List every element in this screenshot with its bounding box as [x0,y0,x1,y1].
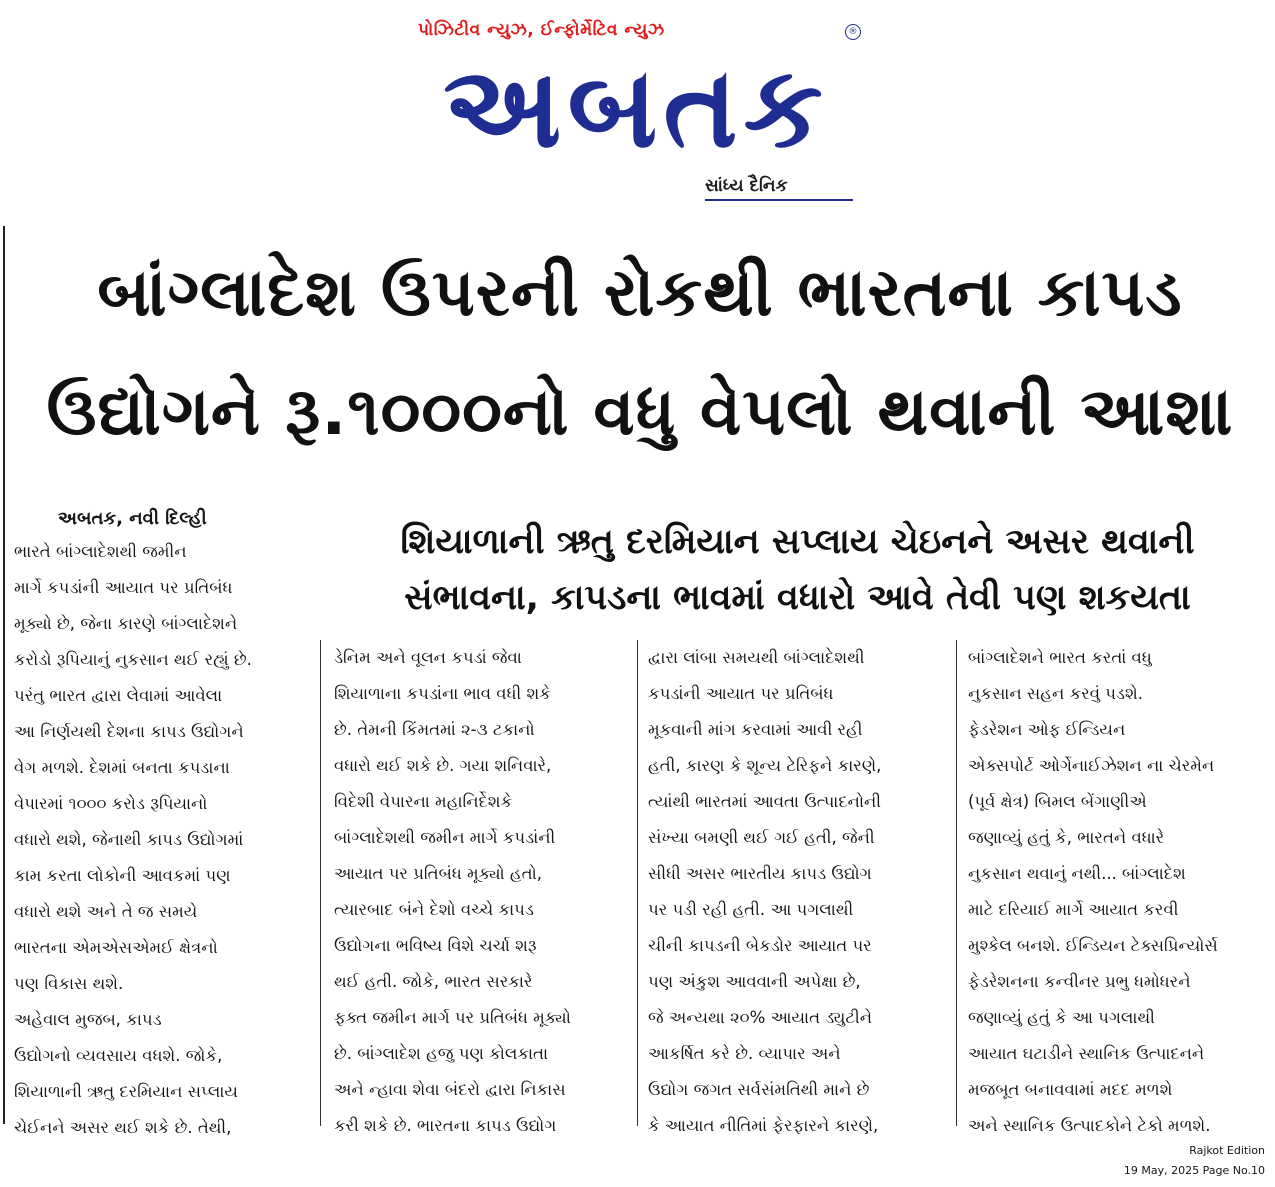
article-column-4 [968,640,1262,1144]
article-line: માટે દરિયાઈ માર્ગે આયાત કરવી [968,900,1179,919]
article-line: મુશ્કેલ બનશે. ઈન્ડિયન ટેક્સપ્રિન્યોર્સ [968,936,1218,955]
article-line: થઈ હતી. જોકે, ભારત સરકારે [334,972,533,991]
article-line: ડેનિમ અને વૂલન કપડાં જેવા [334,648,522,667]
article-line: વધારો થશે, જેનાથી કાપડ ઉદ્યોગમાં [14,830,244,849]
article-line: ઉદ્યોગ જગત સર્વસંમતિથી માને છે [648,1080,870,1099]
article-line: સંખ્યા બમણી થઈ ગઈ હતી, જેની [648,828,875,847]
masthead [0,0,1275,205]
article-line: જણાવ્યું હતું કે આ પગલાથી [968,1008,1155,1027]
article-line: ચીની કાપડની બેકડોર આયાત પર [648,936,872,955]
article-line: ઉદ્યોગનો વ્યવસાય વધશે. જોકે, [14,1046,223,1065]
article-line: વિદેશી વેપારના મહાનિર્દેશકે [334,792,513,811]
article-line: કરી શકે છે. ભારતના કાપડ ઉદ્યોગ [334,1116,557,1135]
dateline: અબતક, નવી દિલ્હી [58,508,207,529]
article-line: પર પડી રહી હતી. આ પગલાથી [648,900,854,919]
article-line: ભારતના એમએસએમઈ ક્ષેત્રનો [14,938,218,957]
article-line: વેપારમાં ૧૦૦૦ કરોડ રૂપિયાનો [14,794,208,813]
article-line: નુકસાન થવાનું નથી... બાંગ્લાદેશ [968,864,1186,883]
masthead-tagline: પોઝિટીવ ન્યુઝ, ઈન્ફોર્મેટિવ ન્યુઝ [418,20,665,40]
subheadline-line-1: શિયાળાની ઋતુ દરમિયાન સપ્લાય ચેઇનને અસર થવાની [400,522,1195,562]
date-page-label: 19 May, 2025 Page No.10 [1123,1164,1265,1177]
article-line: ફેડરેશન ઓફ ઈન્ડિયન [968,720,1126,739]
masthead-subtitle: સાંધ્ય દૈનિક [705,176,788,196]
article-line: નુકસાન સહન કરવું પડશે. [968,684,1143,703]
article-line: આકર્ષિત કરે છે. વ્યાપાર અને [648,1044,841,1063]
headline-line-2: ઉદ્યોગને રૂ.૧૦૦૦નો વધુ વેપલો થવાની આશા [46,373,1234,450]
article-line: અને ન્હાવા શેવા બંદરો દ્વારા નિકાસ [334,1080,566,1099]
article-column-2 [334,640,630,1144]
article-line: ઉદ્યોગના ભવિષ્ય વિશે ચર્ચા શરૂ [334,936,537,955]
headline-line-1: બાંગ્લાદેશ ઉપરની રોકથી ભારતના કાપડ [97,254,1183,331]
article-line: ત્યારબાદ બંને દેશો વચ્ચે કાપડ [334,900,534,919]
registered-mark-icon: ® [845,24,861,40]
subheadline-line-2: સંભાવના, કાપડના ભાવમાં વધારો આવે તેવી પણ શકયતા [404,578,1191,618]
article-line: માર્ગે કપડાંની આયાત પર પ્રતિબંધ [14,578,233,597]
article-line: દ્વારા લાંબા સમયથી બાંગ્લાદેશથી [648,648,865,667]
article-line: ચેઈનને અસર થઈ શકે છે. તેથી, [14,1118,232,1137]
article-line: જે અન્યથા ૨૦% આયાત ડ્યુટીને [648,1008,872,1027]
article-line: છે. બાંગ્લાદેશ હજુ પણ કોલકાતા [334,1044,548,1063]
article-line: શિયાળાની ઋતુ દરમિયાન સપ્લાય [14,1082,238,1101]
article-column-1 [14,534,308,1146]
article-line: ફક્ત જમીન માર્ગ પર પ્રતિબંધ મૂક્યો [334,1008,571,1027]
article-line: પરંતુ ભારત દ્વારા લેવામાં આવેલા [14,686,223,705]
article-line: આયાત પર પ્રતિબંધ મૂક્યો હતો, [334,864,542,883]
article-line: ફેડરેશનના કન્વીનર પ્રભુ ધમોધરને [968,972,1191,991]
article-line: વધારો થઈ શકે છે. ગયા શનિવારે, [334,756,552,775]
article-column-3 [648,640,944,1144]
article-line: મજબૂત બનાવવામાં મદદ મળશે [968,1080,1173,1099]
article-line: અહેવાલ મુજબ, કાપડ [14,1010,162,1029]
article-line: વધારો થશે અને તે જ સમયે [14,902,198,921]
article-line: કરોડો રૂપિયાનું નુકસાન થઈ રહ્યું છે. [14,650,252,669]
article-line: બાંગ્લાદેશને ભારત કરતાં વધુ [968,648,1152,667]
article-line: જણાવ્યું હતું કે, ભારતને વધારે [968,828,1165,847]
edition-label: Rajkot Edition [1189,1144,1265,1157]
article-line: પણ વિકાસ થશે. [14,974,124,993]
column-divider [637,640,638,1126]
column-divider [320,640,321,1126]
masthead-underline [705,199,853,201]
article-line: કામ કરતા લોકોની આવકમાં પણ [14,866,231,885]
article-line: આયાત ઘટાડીને સ્થાનિક ઉત્પાદનને [968,1044,1205,1063]
article-line: ભારતે બાંગ્લાદેશથી જમીન [14,542,187,561]
article-line: છે. તેમની કિંમતમાં ૨-૩ ટકાનો [334,720,535,739]
newspaper-logo: અબતક [443,43,829,173]
article-line: કે આયાત નીતિમાં ફેરફારને કારણે, [648,1116,879,1135]
article-line: અને સ્થાનિક ઉત્પાદકોને ટેકો મળશે. [968,1116,1211,1135]
article-line: મૂકવાની માંગ કરવામાં આવી રહી [648,720,863,739]
article-line: સીધી અસર ભારતીય કાપડ ઉદ્યોગ [648,864,872,883]
article-line: વેગ મળશે. દેશમાં બનતા કપડાના [14,758,230,777]
article-line: હતી, કારણ કે શૂન્ય ટેરિફને કારણે, [648,756,882,775]
article-line: (પૂર્વ ક્ષેત્ર) બિમલ બેંગાણીએ [968,792,1147,811]
article-line: એક્સપોર્ટ ઓર્ગેનાઈઝેશન ના ચેરમેન [968,756,1215,775]
article-line: મૂક્યો છે, જેના કારણે બાંગ્લાદેશને [14,614,238,633]
left-border-rule [3,226,5,1124]
article-line: આ નિર્ણયથી દેશના કાપડ ઉદ્યોગને [14,722,244,741]
article-line: શિયાળાના કપડાંના ભાવ વધી શકે [334,684,551,703]
article-line: પણ અંકુશ આવવાની અપેક્ષા છે, [648,972,861,991]
article-line: બાંગ્લાદેશથી જમીન માર્ગે કપડાંની [334,828,556,847]
article-line: ત્યાંથી ભારતમાં આવતા ઉત્પાદનોની [648,792,881,811]
article-line: કપડાંની આયાત પર પ્રતિબંધ [648,684,834,703]
column-divider [956,640,957,1126]
